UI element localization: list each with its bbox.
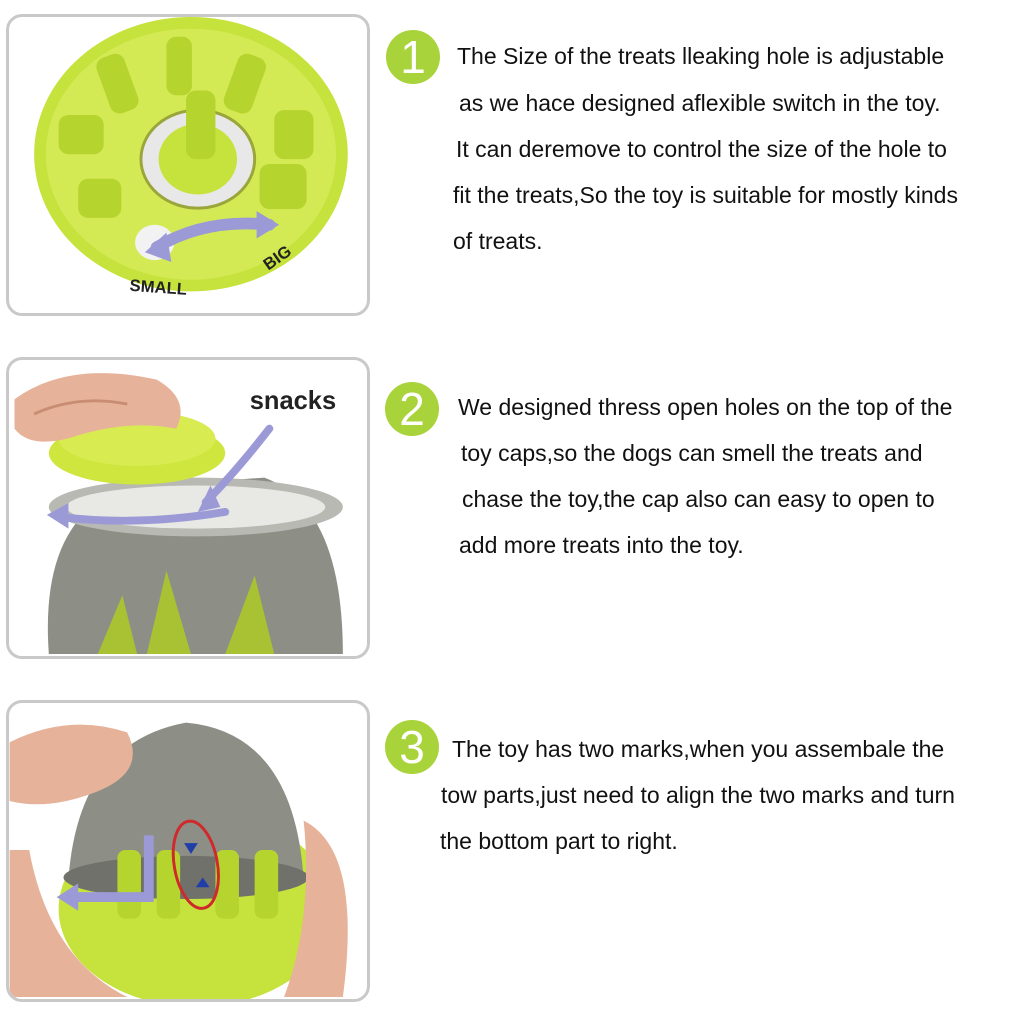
step-1-line-2: as we hace designed aflexible switch in the toy. — [459, 90, 941, 116]
step-1-line-5: of treats. — [453, 228, 543, 254]
label-snacks: snacks — [249, 387, 337, 416]
label-big: BIG — [259, 241, 295, 274]
toy-assembly-illustration — [9, 703, 367, 999]
step-number-badge-3: 3 — [385, 720, 439, 774]
step-3-line-2: tow parts,just need to align the two marks and turn — [441, 782, 955, 808]
toy-cap-illustration — [9, 360, 367, 656]
step-3-line-3: the bottom part to right. — [440, 828, 678, 854]
step-number-badge-1: 1 — [386, 30, 440, 84]
photo-align-marks — [6, 700, 370, 1002]
photo-adjustable-hole — [6, 14, 370, 316]
step-2-line-3: chase the toy,the cap also can easy to open to — [462, 486, 935, 512]
toy-top-illustration — [9, 17, 367, 313]
label-small: SMALL — [129, 275, 188, 299]
step-2-line-4: add more treats into the toy. — [459, 532, 744, 558]
photo-cap-opening — [6, 357, 370, 659]
step-number-badge-2: 2 — [385, 382, 439, 436]
step-1-line-4: fit the treats,So the toy is suitable for mostly kinds — [453, 182, 958, 208]
step-1-line-1: The Size of the treats lleaking hole is adjustable — [457, 43, 945, 69]
step-2-line-2: toy caps,so the dogs can smell the treats and — [461, 440, 923, 466]
step-3-line-1: The toy has two marks,when you assembale the — [452, 736, 945, 762]
step-1-line-3: It can deremove to control the size of the hole to — [456, 136, 947, 162]
step-2-line-1: We designed thress open holes on the top of the — [458, 394, 953, 420]
